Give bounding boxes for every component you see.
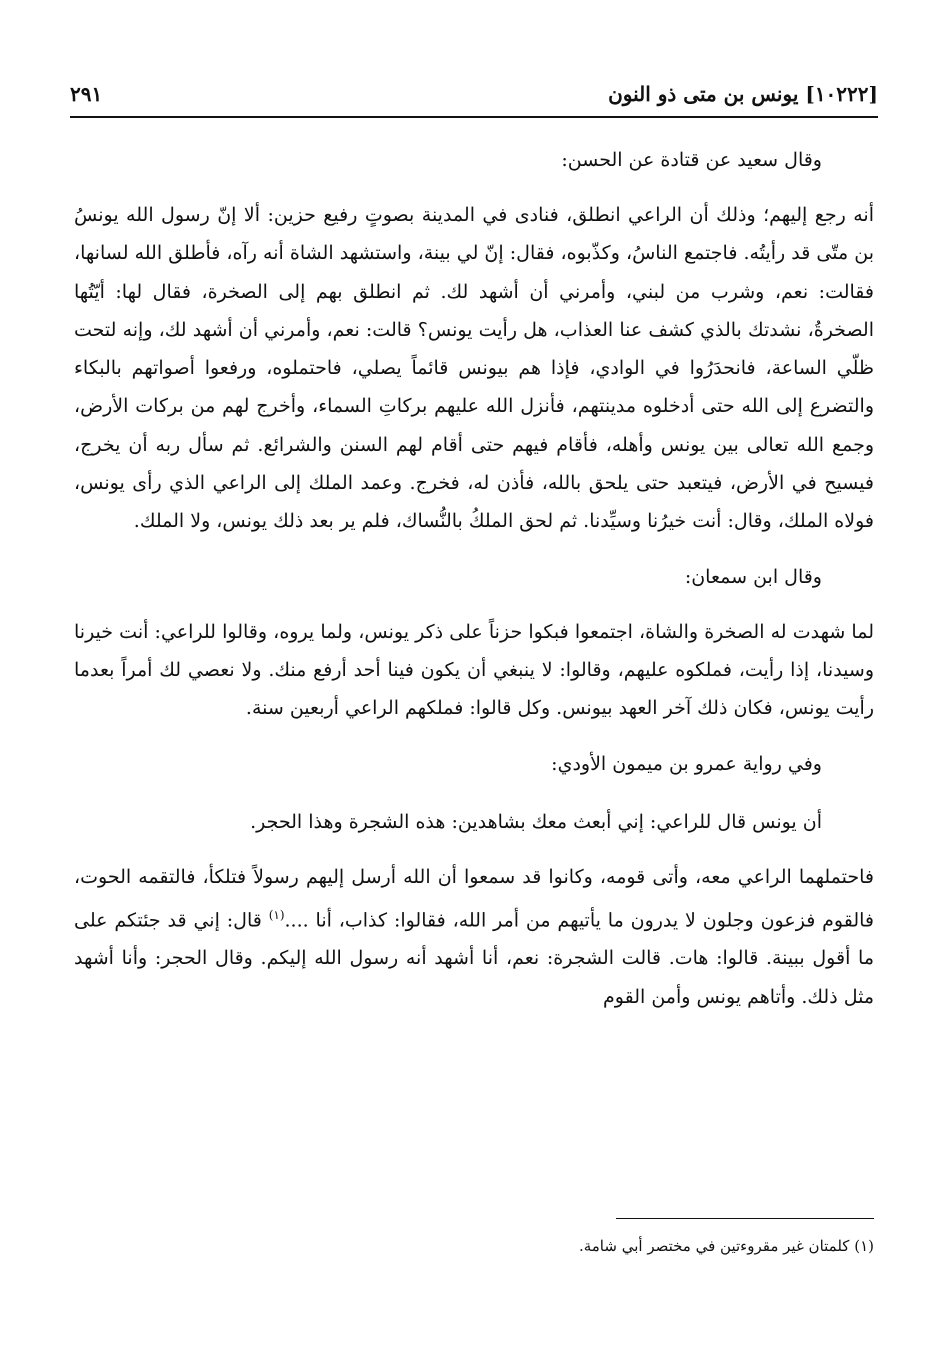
footnote: (١) كلمتان غير مقروءتين في مختصر أبي شامة. [578, 1237, 874, 1255]
paragraph-text-before-note: فاحتملهما الراعي معه، وأتى قومه، وكانوا قد سمعوا أن الله أرسل إليهم رسولاً فتلكأ، فالتقمه الحوت، فالقوم فزعون وجلون لا يدرون ما يأتيهم من أمر الله، فقالوا: كذاب، أنا .... [74, 865, 874, 932]
paragraph-ibn-samaan: لما شهدت له الصخرة والشاة، اجتمعوا فبكوا حزناً على ذكر يونس، ولما يروه، وقالوا للراعي: أنت خيرنا وسيدنا، إذا رأيت، فملكوه عليهم، وقالوا: لا ينبغي أن يكون فينا أحد أرفع منك. ولا نعصي لك أمراً بعدما رأيت يونس، فكان ذلك آخر العهد بيونس. وكل قالوا: فملكهم الراعي أربعين سنة. [74, 620, 874, 720]
footnote-divider [616, 1218, 874, 1219]
page-header [70, 78, 878, 114]
running-title: [١٠٢٢٢] يونس بن متى ذو النون [608, 82, 878, 106]
paragraph-hasan: أنه رجع إليهم؛ وذلك أن الراعي انطلق، فنادى في المدينة بصوتٍ رفيع حزين: ألا إنّ رسول الله يونسُ بن متّى قد رأيتُه. فاجتمع الناسُ، وكذّبوه، فقال: إنّ لي بينة، واستشهد الشاة أنه رآه، فأطلق الله لسانها، فقالت: نعم، وشرب من لبني، وأمرني أن أشهد لك. ثم انطلق بهم إلى الصخرة، فقال لها: أيّتُها الصخرةُ، نشدتك بالذي كشف عنا العذاب، هل رأيت يونس؟ قالت: نعم، وأمرني أن أشهد لك، وإنه لتحت ظلّي الساعة، فانحدَرُوا في الوادي، فإذا هم بيونس قائماً يصلي، فاحتملوه، ورفعوا أصواتهم بالبكاء والتضرع إلى الله حتى أدخلوه مدينتهم، فأنزل الله عليهم بركاتِ السماء، وأخرج لهم من بركات الأرض، وجمع الله تعالى بين يونس وأهله، فأقام فيهم حتى أقام لهم السنن والشرائع. ثم سأل ربه أن يخرج، فيسيح في الأرض، فيتعبد حتى يلحق بالله، فأذن له، فخرج. وعمد الملك إلى الراعي الذي رأى يونس، فولاه الملك، وقال: أنت خيرُنا وسيِّدنا. ثم لحق الملكُ بالنُّساك، فلم ير بعد ذلك يونس، ولا الملك. [74, 204, 874, 533]
paragraph-text-after-note: قال: إني قد جئتكم على ما أقول ببينة. قالوا: هات. قالت الشجرة: نعم، أنا أشهد أنه رسول الله إليكم. وقال الحجر: وأنا أشهد مثل ذلك. وأتاهم يونس وأمن القوم [74, 909, 874, 1008]
header-divider [70, 116, 878, 118]
page-number: ٢٩١ [70, 82, 103, 106]
paragraph-amr-ibn-maymun [74, 858, 874, 1017]
footnote-reference: (١) [268, 907, 285, 922]
intro-ibn-samaan: وقال ابن سمعان: [684, 565, 822, 588]
intro-qatada: وقال سعيد عن قتادة عن الحسن: [561, 149, 822, 171]
intro-amr-ibn-maymun: وفي رواية عمرو بن ميمون الأودي: [551, 752, 822, 775]
quote-two-witnesses: أن يونس قال للراعي: إني أبعث معك بشاهدين: هذه الشجرة وهذا الحجر. [250, 810, 822, 833]
main-text [74, 138, 874, 1030]
